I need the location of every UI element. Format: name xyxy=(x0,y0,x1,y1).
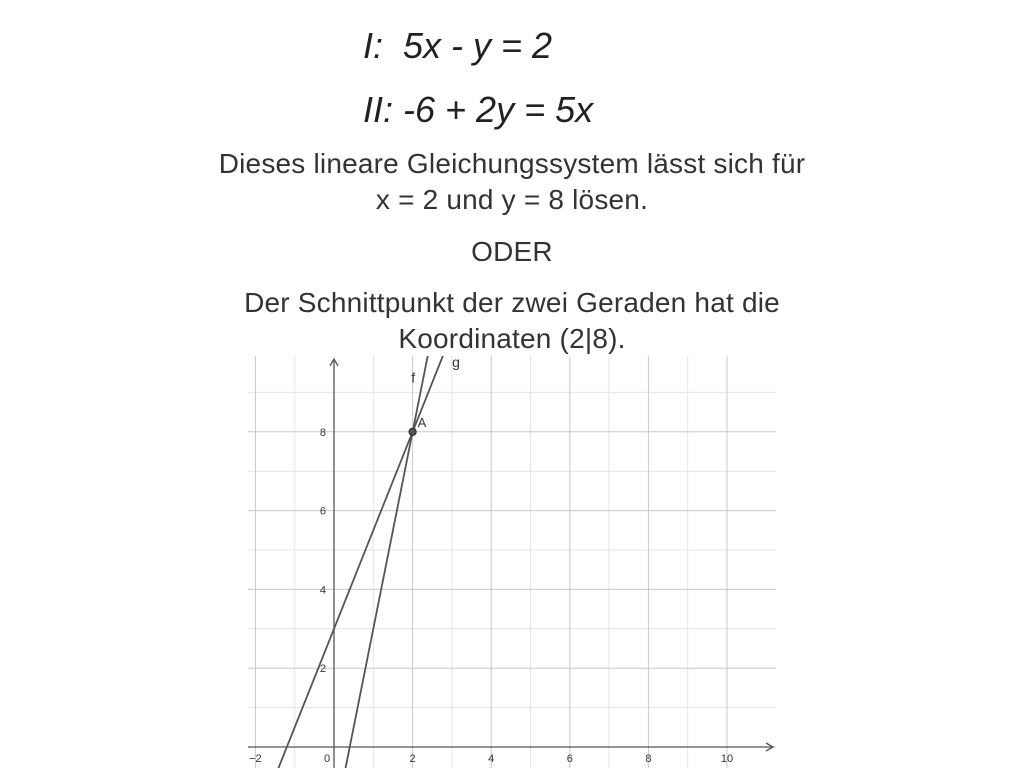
x-tick-label: 0 xyxy=(323,753,331,765)
y-tick-label: 4 xyxy=(319,584,326,597)
x-tick-label: 10 xyxy=(720,753,734,765)
x-tick-label: 8 xyxy=(645,753,652,765)
x-tick-label: −2 xyxy=(249,753,262,765)
function-label-g: g xyxy=(452,356,460,370)
x-tick-label: 2 xyxy=(409,753,416,765)
equation-one: I: 5x - y = 2 xyxy=(363,25,553,66)
y-tick-label: 6 xyxy=(319,505,326,518)
y-tick-label: 2 xyxy=(319,663,326,676)
points xyxy=(409,415,427,436)
function-line-f xyxy=(329,356,444,768)
minor-grid xyxy=(248,356,776,768)
oder-text: ODER xyxy=(471,236,553,267)
intersection-line-1: Der Schnittpunkt der zwei Geraden hat die xyxy=(244,287,780,318)
intersection-text xyxy=(0,285,1024,357)
solution-text xyxy=(0,146,1024,218)
intersection-line-2: Koordinaten (2|8). xyxy=(398,323,626,354)
x-tick-label: 4 xyxy=(488,753,495,765)
x-tick-label: 6 xyxy=(566,753,573,765)
axes xyxy=(248,359,773,768)
y-tick-label: 8 xyxy=(319,426,326,439)
graph-plot xyxy=(248,356,776,768)
solution-line-1: Dieses lineare Gleichungssystem lässt sich für xyxy=(218,148,806,179)
function-lines xyxy=(248,356,475,768)
point-label-A: A xyxy=(417,414,427,430)
function-label-f: f xyxy=(411,369,416,386)
major-grid xyxy=(248,356,776,768)
equation-two: II: -6 + 2y = 5x xyxy=(363,89,594,130)
function-line-g xyxy=(248,356,475,768)
solution-line-2: x = 2 und y = 8 lösen. xyxy=(375,184,649,215)
point-A xyxy=(409,428,416,435)
